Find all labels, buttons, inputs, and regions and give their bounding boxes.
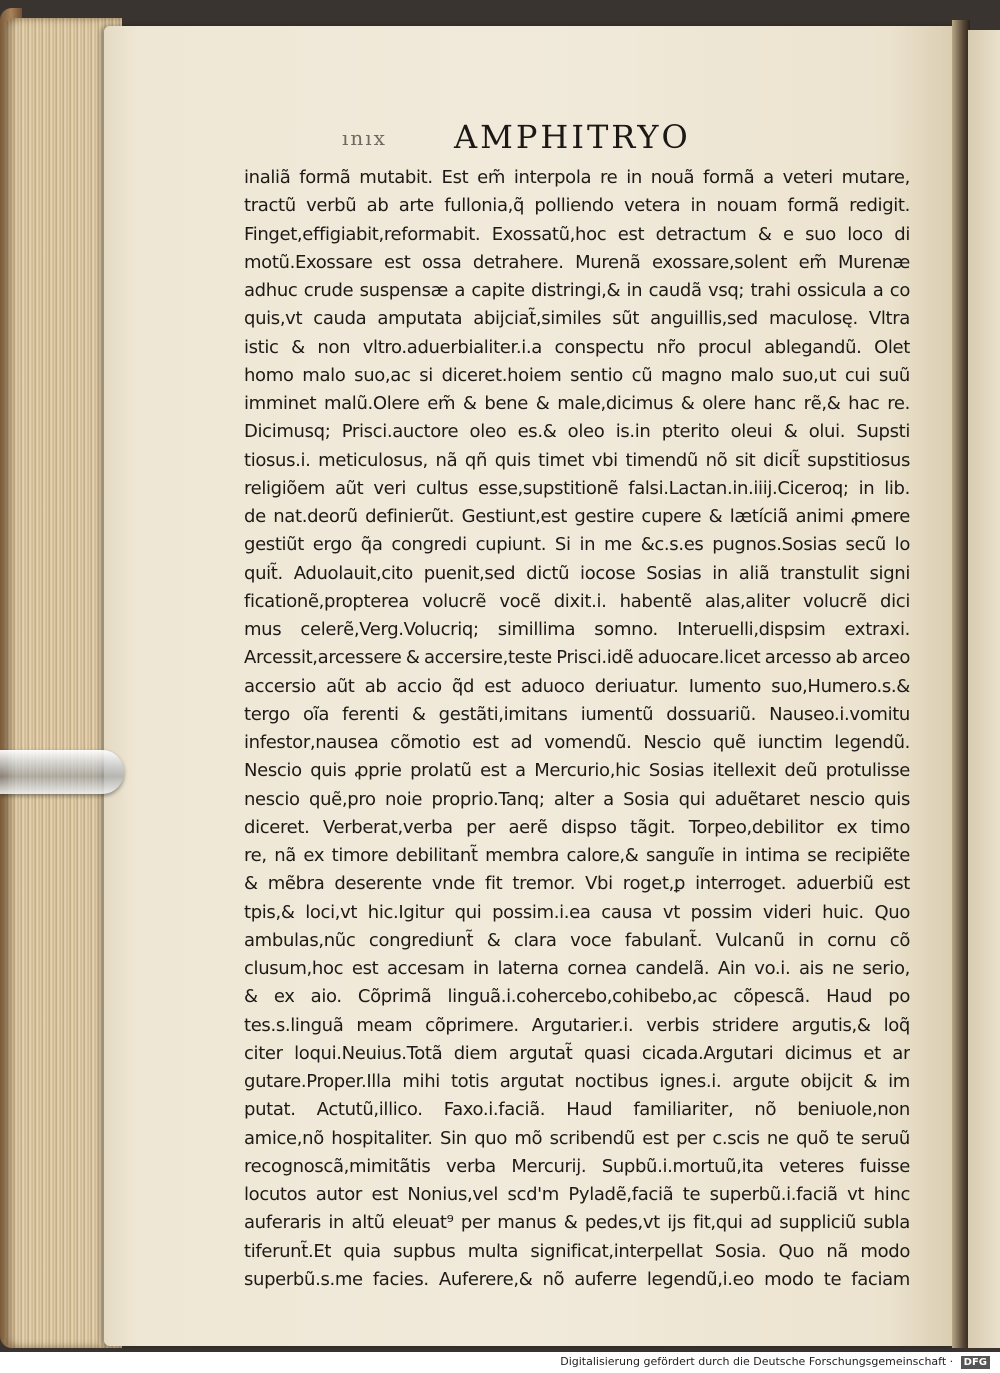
text-line: imminet malũ.Olere em̃ & bene & male,dicimus & olere hanc rẽ,& hac re.: [244, 393, 910, 414]
folio-mark: ınıx: [342, 126, 387, 150]
text-line: & ex aio. Cõprimã linguã.i.cohercebo,cohibebo,ac cõpescã. Haud po: [244, 986, 910, 1008]
text-line: re, nã ex timore debilitant̃ membra calore,& sanguĩe in intima se recipiẽte: [244, 845, 910, 866]
text-line: homo malo suo,ac si diceret.hoiem sentio cũ magno malo suo,ut cui suũ: [244, 364, 910, 386]
text-line: & mẽbra deserente vnde fit tremor. Vbi roget,ꝑ interroget. aduerbiũ est: [244, 873, 910, 895]
text-line: tpis,& loci,vt hic.Igitur qui possim.i.ea causa vt possim videri huic. Quo: [244, 901, 910, 923]
text-line: amice,nõ hospitaliter. Sin quo mõ scribendũ est per c.scis ne quõ te seruũ: [244, 1127, 910, 1149]
text-line: religiõem aũt veri cultus esse,supstitionẽ falsi.Lactan.in.iiij.Ciceroq; in lib.: [244, 477, 910, 499]
text-line: auferaris in altũ eleuat⁹ per manus & pedes,vt ijs fit,qui ad suppliciũ subla: [244, 1212, 910, 1234]
text-line: mus celerẽ,Verg.Volucriq; simillima somno. Interuelli,dispsim extraxi.: [244, 619, 910, 640]
text-line: inaliã formã mutabit. Est em̃ interpola re in nouã formã a veteri mutare,: [244, 167, 910, 188]
text-line: tes.s.linguã meam cõprimere. Argutarier.i. verbis stridere argutis,& loq̃: [244, 1014, 910, 1036]
text-line: accersio aũt ab accio q̃d est aduoco deriuatur. Iumento suo,Humero.s.&: [244, 675, 910, 697]
credit-text: Digitalisierung gefördert durch die Deutsche Forschungsgemeinschaft ·: [560, 1355, 954, 1368]
text-line: infestor,nausea cõmotio est ad vomendũ. Nescio quẽ iunctim legendũ.: [244, 732, 910, 753]
digitization-credit: [560, 1355, 990, 1369]
text-line: locutos autor est Nonius,vel scd'm Pyladẽ,faciã te superbũ.i.faciã vt hinc: [244, 1184, 910, 1205]
running-head: [330, 118, 730, 158]
text-line: tiosus.i. meticulosus, nã qñ quis timet vbi timendũ nõ sit dicit̃ supstitiosus: [244, 449, 910, 471]
text-line: Arcessit,arcessere & accersire,teste Prisci.idẽ aduocare.licet arcesso ab arceo: [244, 647, 910, 669]
text-line: tiferunt̃.Et quia supbus multa significat,interpellat Sosia. Quo nã modo: [244, 1240, 910, 1262]
text-line: recognoscã,mimitãtis verba Mercurij. Supbũ.i.mortuũ,ita veteres fuisse: [244, 1155, 910, 1177]
text-line: clusum,hoc est accesam in laterna cornea candelã. Ain vo.i. ais ne serio,: [244, 958, 910, 979]
text-line: ficationẽ,propterea volucrẽ vocẽ dixit.i. habentẽ alas,aliter volucrẽ dici: [244, 590, 910, 612]
text-line: tergo oĩa ferenti & gestãti,imitans iumentũ dossuariũ. Nauseo.i.vomitu: [244, 703, 910, 725]
running-title: AMPHITRYO: [454, 118, 691, 156]
text-line: tractũ verbũ ab arte fullonia,q̃ polliendo vetera in nouam formã redigit.: [244, 195, 910, 217]
text-line: istic & non vltro.aduerbialiter.i.a conspectu nr̃o procul ablegandũ. Olet: [244, 336, 910, 358]
text-line: Nescio quis ꝓprie prolatũ est a Mercurio,hic Sosias itellexit deũ protulisse: [244, 760, 910, 782]
text-line: quis,vt cauda amputata abijciat̃,similes sũt anguillis,sed maculosę. Vltra: [244, 308, 910, 330]
text-line: gutare.Proper.Illa mihi totis argutat noctibus ignes.i. argute obijcit & im: [244, 1071, 910, 1092]
commentary-text-block: [244, 164, 910, 1294]
text-line: ambulas,nũc congrediunt̃ & clara voce fabulant̃. Vulcanũ in cornu cõ: [244, 929, 910, 951]
text-line: superbũ.s.me facies. Auferere,& nõ auferre legendũ,i.eo modo te faciam: [244, 1268, 910, 1290]
glass-page-weight: [0, 750, 124, 794]
dfg-logo: DFG: [961, 1356, 990, 1369]
text-line: citer loqui.Neuius.Totã diem argutat̃ quasi cicada.Argutari dicimus et ar: [244, 1042, 910, 1064]
text-line: motũ.Exossare est ossa detrahere. Murenã exossare,solent em̃ Murenæ: [244, 251, 910, 273]
text-line: Finget,effigiabit,reformabit. Exossatũ,hoc est detractum & e suo loco di: [244, 223, 910, 245]
text-line: quit̃. Aduolauit,cito puenit,sed dictũ iocose Sosias in aliã transtulit signi: [244, 562, 910, 584]
text-line: Dicimusq; Prisci.auctore oleo es.& oleo is.in pterito oleui & olui. Supsti: [244, 421, 910, 443]
text-line: de nat.deorũ definierũt. Gestiunt,est gestire cupere & lætíciã animi ꝓmere: [244, 506, 910, 527]
text-line: nescio quẽ,pro noie proprio.Tanq; alter a Sosia qui aduẽtaret nescio quis: [244, 788, 910, 810]
text-line: gestiũt ergo q̃a congredi cupiunt. Si in me &c.s.es pugnos.Sosias secũ lo: [244, 534, 910, 556]
text-line: putat. Actutũ,illico. Faxo.i.faciã. Haud familiariter, nõ beniuole,non: [244, 1099, 910, 1121]
text-line: adhuc crude suspensæ a capite distringi,& in caudã vsq; trahi ossicula a co: [244, 280, 910, 301]
text-line: diceret. Verberat,verba per aerẽ dispso tãgit. Torpeo,debilitor ex timo: [244, 816, 910, 838]
facing-page-edge: [968, 30, 1000, 1348]
